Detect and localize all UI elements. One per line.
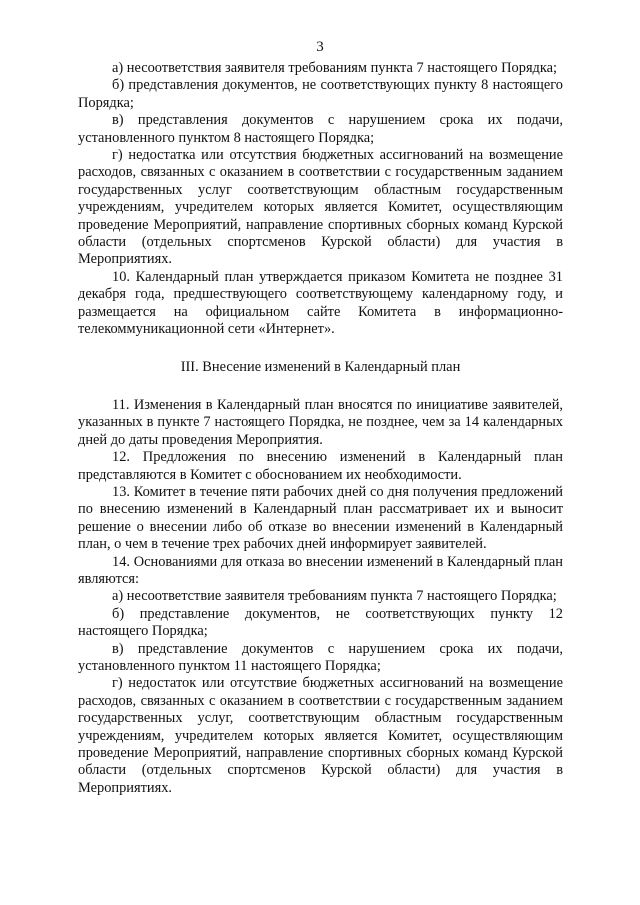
section-heading: III. Внесение изменений в Календарный план (180, 358, 461, 375)
page-number: 3 (316, 39, 324, 55)
clause-11: 11. Изменения в Календарный план вносятся по инициативе заявителей, указанных в пункте 7 настоящего Порядка, не позднее, чем за 14 календарных дней до даты проведения Мероприятия. (78, 396, 563, 448)
clause-14: 14. Основаниями для отказа во внесении изменений в Календарный план являются: (78, 553, 563, 587)
clause-9b: б) представления документов, не соответствующих пункту 8 настоящего Порядка; (78, 77, 563, 111)
clause-13: 13. Комитет в течение пяти рабочих дней со дня получения предложений по внесению изменений в Календарный план рассматривает их и выносит решение о внесении либо об отказе во внесении изменений в Календарный план, о чем в течение трех рабочих дней информирует заявителей. (78, 483, 563, 553)
clause-14c: в) представление документов с нарушением срока их подачи, установленного пунктом 11 настоящего Порядка; (78, 640, 563, 674)
clause-10: 10. Календарный план утверждается приказом Комитета не позднее 31 декабря года, предшествующего соответствующему календарному году, и размещается на официальном сайте Комитета в информационно-телекоммуникационной сети «Интернет». (78, 268, 563, 338)
clause-14d: г) недостаток или отсутствие бюджетных ассигнований на возмещение расходов, связанных с оказанием в соответствии с государственным заданием государственных услуг, соответствующим областным государственным учреждениям, учредителем которых является Комитет, осуществляющим проведение Мероприятий, направление спортивных сборных команд Курской области (отдельных спортсменов Курской области) для участия в Мероприятиях. (78, 675, 563, 796)
clause-14a: а) несоответствие заявителя требованиям пункта 7 настоящего Порядка; (112, 588, 557, 605)
clause-9a: а) несоответствия заявителя требованиям пункта 7 настоящего Порядка; (112, 60, 558, 76)
clause-14b: б) представление документов, не соответствующих пункту 12 настоящего Порядка; (78, 605, 563, 640)
clause-12: 12. Предложения по внесению изменений в Календарный план представляются в Комитет с обоснованием их необходимости. (78, 449, 563, 483)
clause-9c: в) представления документов с нарушением срока их подачи, установленного пунктом 8 настоящего Порядка; (78, 112, 563, 146)
document-body (78, 60, 563, 797)
clause-9d: г) недостатка или отсутствия бюджетных ассигнований на возмещение расходов, связанных с оказанием в соответствии с государственным заданием государственных услуг соответствующим областным государственным учреждениям, учредителем которых является Комитет, осуществляющим проведение Мероприятий, направление спортивных сборных команд Курской области (отдельных спортсменов Курской области) для участия в Мероприятиях. (78, 147, 563, 268)
